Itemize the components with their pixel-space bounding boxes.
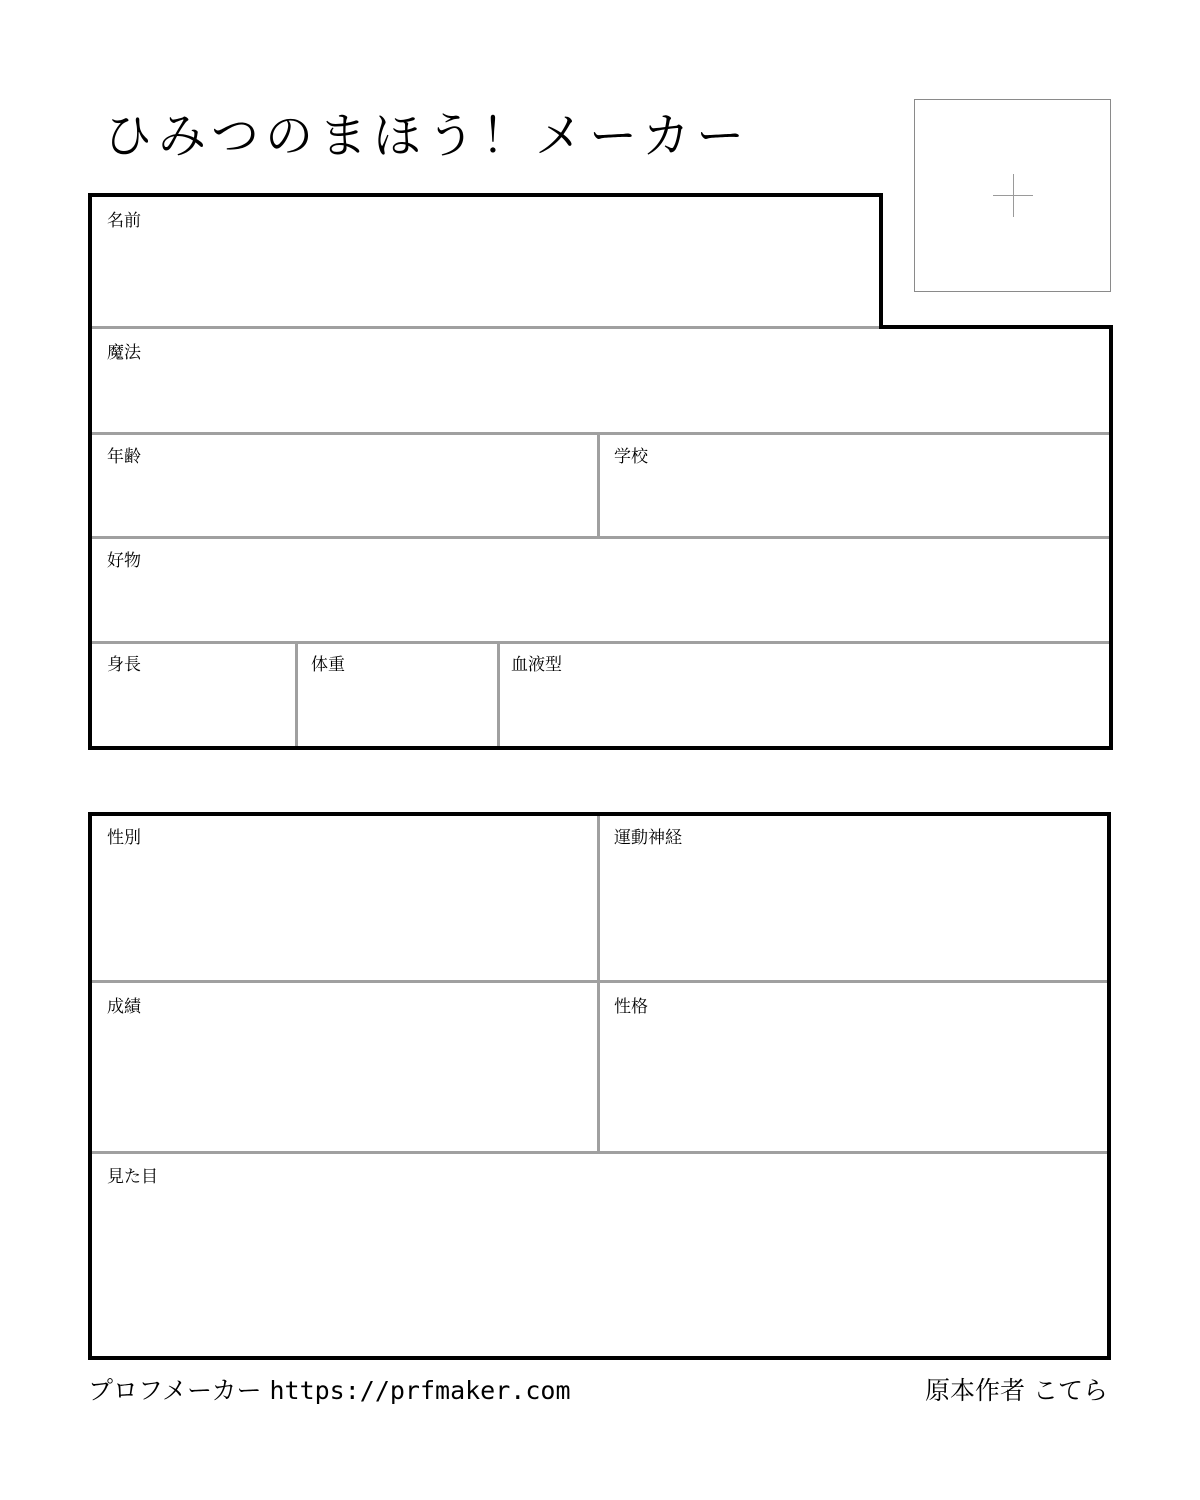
form-border [1107, 812, 1111, 1360]
name-field[interactable] [92, 197, 879, 326]
form-border [88, 193, 92, 750]
author-credit: 原本作者 こてら [925, 1376, 1108, 1405]
blood-type-field[interactable] [501, 645, 1109, 745]
likes-label: 好物 [107, 551, 141, 571]
gender-field[interactable] [92, 816, 597, 980]
athletics-label: 運動神経 [614, 828, 682, 848]
magic-field[interactable] [92, 330, 1109, 431]
form-border [1109, 325, 1113, 750]
age-label: 年齢 [107, 447, 141, 467]
form-border [88, 812, 92, 1360]
school-label: 学校 [614, 447, 648, 467]
divider [91, 641, 1110, 644]
magic-label: 魔法 [107, 343, 141, 363]
divider [91, 432, 1110, 435]
weight-label: 体重 [311, 655, 345, 675]
divider [597, 433, 600, 538]
form-border [88, 1356, 1111, 1360]
likes-field[interactable] [92, 540, 1109, 641]
name-label: 名前 [107, 211, 141, 231]
divider [597, 815, 600, 1152]
form-border [879, 193, 883, 329]
grades-label: 成績 [107, 997, 141, 1017]
divider [91, 536, 1110, 539]
gender-label: 性別 [107, 828, 141, 848]
form-border [879, 325, 1113, 329]
grades-field[interactable] [92, 984, 597, 1150]
personality-label: 性格 [614, 997, 648, 1017]
form-border [88, 746, 1113, 750]
divider [91, 1151, 1108, 1154]
site-url-link[interactable]: https://prfmaker.com [269, 1376, 571, 1405]
school-field[interactable] [601, 435, 1109, 536]
appearance-label: 見た目 [107, 1167, 158, 1187]
photo-upload-box[interactable] [914, 99, 1111, 292]
divider [91, 326, 881, 329]
divider [295, 642, 298, 747]
height-label: 身長 [107, 655, 141, 675]
age-field[interactable] [92, 435, 597, 536]
form-border [88, 812, 1111, 816]
site-name: プロフメーカー [88, 1376, 262, 1405]
appearance-field[interactable] [92, 1154, 1107, 1355]
blood-type-label: 血液型 [511, 655, 562, 675]
footer-credit-site [88, 1378, 571, 1403]
personality-field[interactable] [601, 984, 1107, 1150]
page-title: ひみつのまほう！メーカー [104, 108, 751, 164]
divider [497, 642, 500, 747]
form-border [88, 193, 883, 197]
